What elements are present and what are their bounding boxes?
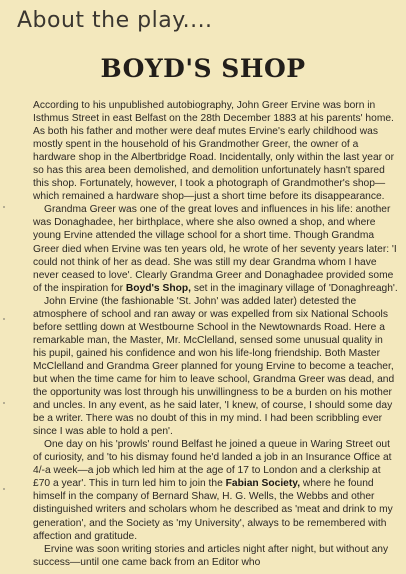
paragraph <box>33 543 398 569</box>
paragraph-text: According to his unpublished autobiography, John Greer Ervine was born in Isthmus Street in east Belfast on the 28th December 1883 at his parents' home. As both his father and mother were deaf mutes Ervine's early childhood was mostly spent in the household of his Grandmother Greer, the owner of a hardware shop in the Albertbridge Road. Incidentally, only within the last year or so has this area been demolished, and demolition unfortunately hasn't spared this shop. Fortunately, however, I took a photograph of Grandmother's shop—which remained a hardware shop—just a short time before its disappearance. <box>33 100 395 203</box>
paragraph-text: set in the imaginary village of 'Donaghreagh'. <box>190 282 398 294</box>
paragraph <box>33 99 398 203</box>
binding-hole-mark <box>3 318 5 320</box>
binding-hole-mark <box>3 488 5 490</box>
page-title: BOYD'S SHOP <box>100 54 306 83</box>
paragraph <box>33 295 398 439</box>
bold-emphasis: Fabian Society, <box>225 478 301 490</box>
body-text <box>33 99 398 569</box>
paragraph-text: John Ervine (the fashionable 'St. John' was added later) detested the atmosphere of school and ran away or was expelled from six National Schools before settling down at Westbourne School in the Newtownards Road. Here a remarkable man, the Master, Mr. McClelland, sensed some unusual quality in his pupil, gained his confidence and won his life-long friendship. Both Master McClelland and Grandma Greer planned for young Ervine to become a teacher, but when the time came for him to leave school, Grandma Greer was dead, and the opportunity was lost through his unwillingness to be a burden on his mother and uncles. In any event, as he said later, 'I knew, of course, I should some day be a writer. There was no doubt of this in my mind. I had been scribbling ever since I was able to hold a pen'. <box>33 295 395 438</box>
paragraph-text: where he found himself in the company of Bernard Shaw, H. G. Wells, the Webbs and other distinguished writers and scholars whom he described as 'meat and drink to my generation', and the Society as 'my University', always to be remembered with affection and gratitude. <box>33 478 393 542</box>
section-kicker: About the play.... <box>17 8 213 33</box>
paragraph-text: Ervine was soon writing stories and articles night after night, but without any success—until one came back from an Editor who <box>33 543 389 568</box>
paragraph <box>33 438 398 542</box>
paragraph-text: Grandma Greer was one of the great loves and influences in his life: another was Donaghadee, her birthplace, where she also owned a shop, and where young Ervine attended the village school for a short time. Though Grandma Greer died when Ervine was ten years old, he wrote of her seventy years later: 'I could not think of her as dead. She was still my dear Grandma whom I have never ceased to love'. Clearly Grandma Greer and Donaghadee provided some of the inspiration for <box>33 204 397 294</box>
paragraph-text: One day on his 'prowls' round Belfast he joined a queue in Waring Street out of curiosity, and 'to his dismay found he'd landed a job in an Insurance Office at 4/-a week—a job which led him at the age of 17 to London and a clerkship at £70 a year'. This in turn led him to join the <box>33 439 392 490</box>
bold-emphasis: Boyd's Shop, <box>125 282 191 294</box>
binding-hole-mark <box>3 206 5 208</box>
paragraph <box>33 203 398 294</box>
binding-hole-mark <box>3 402 5 404</box>
